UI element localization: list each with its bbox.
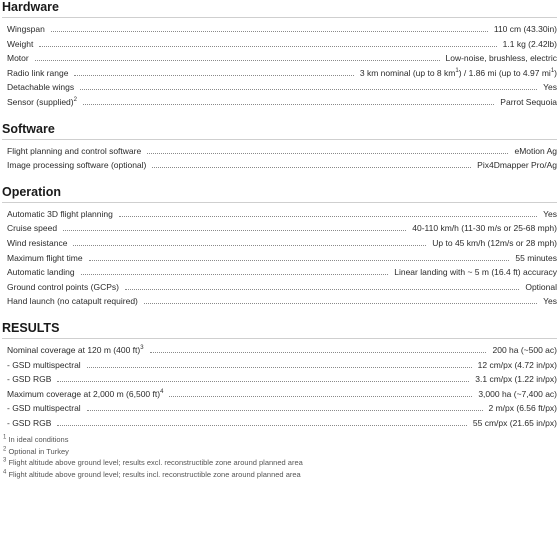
spec-row-nominal-coverage (2, 343, 557, 358)
results-section (2, 321, 557, 431)
spec-row-maximum-flight-time (2, 251, 557, 266)
spec-row-radio-link-range (2, 66, 557, 81)
spec-value: eMotion Ag (514, 145, 557, 156)
spec-row-weight (2, 37, 557, 52)
spec-value: Linear landing with ~ 5 m (16.4 ft) accuracy (394, 267, 557, 278)
dot-leader (150, 351, 487, 353)
spec-label: Ground control points (GCPs) (7, 281, 119, 292)
dot-leader (80, 88, 537, 90)
spec-label: Motor (7, 53, 29, 64)
section-title-software: Software (2, 122, 557, 140)
dot-leader (51, 30, 488, 32)
footnote-4 (3, 469, 557, 480)
spec-row-sensor (2, 95, 557, 110)
spec-label: Weight (7, 38, 34, 49)
spec-row-hand-launch (2, 294, 557, 309)
spec-value: 55 cm/px (21.65 in/px) (472, 417, 557, 428)
spec-value: 110 cm (43.30in) (493, 24, 557, 34)
spec-label-text: Maximum coverage at 2,000 m (6,500 ft) (7, 388, 161, 399)
spec-label: - GSD multispectral (7, 359, 81, 370)
dot-leader (169, 395, 472, 397)
spec-value: 12 cm/px (4.72 in/px) (477, 359, 557, 370)
spec-row-motor (2, 51, 557, 66)
dot-leader (57, 424, 466, 426)
dot-leader (87, 366, 472, 368)
spec-label: - GSD RGB (7, 417, 52, 428)
dot-leader (87, 409, 483, 411)
spec-label-sensor (7, 95, 80, 110)
spec-label: Hand launch (no catapult required) (7, 296, 138, 307)
section-title-operation: Operation (2, 185, 557, 203)
spec-value: 2 m/px (6.56 ft/px) (488, 403, 557, 414)
spec-label: Flight planning and control software (7, 145, 142, 156)
section-title-hardware: Hardware (2, 0, 557, 18)
dot-leader (57, 380, 469, 382)
footnote-marker: 1 (550, 67, 555, 74)
dot-leader (73, 244, 426, 246)
spec-label: Radio link range (7, 67, 69, 78)
dot-leader (125, 288, 519, 290)
dot-leader (39, 45, 496, 47)
dot-leader (83, 103, 494, 105)
footnotes (2, 434, 557, 480)
spec-value: Yes (543, 208, 557, 219)
spec-value: Yes (543, 296, 557, 307)
dot-leader (81, 273, 389, 275)
dot-leader (63, 229, 406, 231)
spec-label: - GSD RGB (7, 374, 52, 385)
dot-leader (74, 74, 353, 76)
footnote-mark: 1 (3, 434, 7, 441)
footnote-text: Flight altitude above ground level; results incl. reconstructible zone around planned area (8, 469, 301, 479)
spec-value: 200 ha (~500 ac) (492, 344, 557, 355)
spec-label: Detachable wings (7, 82, 75, 93)
spec-row-maximum-coverage (2, 387, 557, 402)
spec-label: Cruise speed (7, 223, 58, 234)
spec-label: - GSD multispectral (7, 403, 81, 414)
spec-label-maximum (7, 387, 166, 402)
spec-value: Yes (543, 82, 557, 93)
spec-row-detachable-wings (2, 80, 557, 95)
spec-value: 1.1 kg (2.42lb) (502, 38, 557, 49)
spec-value: 3,000 ha (~7,400 ac) (478, 388, 557, 399)
footnote-text: In ideal conditions (8, 435, 69, 445)
spec-value: 55 minutes (515, 252, 557, 263)
spec-value: Pix4Dmapper Pro/Ag (477, 160, 557, 171)
spec-row-gsd-multispectral-maximum (2, 401, 557, 416)
dot-leader (152, 166, 471, 168)
footnote-marker: 1 (455, 67, 459, 74)
dot-leader (35, 59, 440, 61)
operation-section (2, 185, 557, 309)
footnote-mark: 2 (3, 446, 7, 453)
dot-leader (89, 259, 510, 261)
spec-value: Low-noise, brushless, electric (445, 53, 557, 64)
spec-row-automatic-landing (2, 265, 557, 280)
footnote-mark: 4 (3, 469, 7, 476)
footnote-mark: 3 (3, 457, 7, 464)
spec-label: Image processing software (optional) (7, 160, 147, 171)
spec-row-wind-resistance (2, 236, 557, 251)
dot-leader (144, 302, 537, 304)
spec-value: 3.1 cm/px (1.22 in/px) (475, 374, 557, 385)
spec-label: Automatic landing (7, 267, 75, 278)
footnote-marker: 4 (160, 388, 164, 395)
dot-leader (147, 152, 508, 154)
spec-label-text: Sensor (supplied) (7, 96, 74, 107)
spec-label-nominal (7, 343, 147, 358)
hardware-section (2, 0, 557, 110)
footnote-3 (3, 457, 557, 468)
spec-label: Wingspan (7, 24, 45, 34)
spec-row-cruise-speed (2, 221, 557, 236)
spec-row-image-processing-software (2, 158, 557, 173)
spec-label-text: Nominal coverage at 120 m (400 ft) (7, 344, 141, 355)
spec-value-radio: 3 km nominal (up to 8 $km^1) / 1.86$ mi (up to 4.97 $mi^1$) (359, 67, 557, 78)
spec-label: Automatic 3D flight planning (7, 208, 113, 219)
spec-value: Optional (525, 281, 557, 292)
footnote-marker: 2 (73, 97, 77, 104)
spec-value: Parrot Sequoia (500, 96, 557, 107)
spec-value: Up to 45 km/h (12m/s or 28 mph) (432, 237, 557, 248)
software-section (2, 122, 557, 173)
spec-row-ground-control-points (2, 280, 557, 295)
dot-leader (119, 215, 537, 217)
spec-label: Wind resistance (7, 237, 68, 248)
spec-row-gsd-rgb-maximum (2, 416, 557, 431)
footnote-2 (3, 446, 557, 457)
spec-row-automatic-3d-flight-planning (2, 207, 557, 222)
spec-row-gsd-multispectral-nominal (2, 358, 557, 373)
footnote-text: Optional in Turkey (8, 446, 69, 456)
footnote-marker: 3 (140, 345, 144, 352)
spec-row-flight-planning-software (2, 144, 557, 159)
spec-row-gsd-rgb-nominal (2, 372, 557, 387)
spec-label: Maximum flight time (7, 252, 83, 263)
footnote-text: Flight altitude above ground level; results excl. reconstructible zone around planned area (8, 458, 303, 468)
spec-row-wingspan (2, 22, 557, 37)
spec-value: 40-110 km/h (11-30 m/s or 25-68 mph) (412, 223, 557, 234)
section-title-results: RESULTS (2, 321, 557, 339)
footnote-1 (3, 434, 557, 445)
